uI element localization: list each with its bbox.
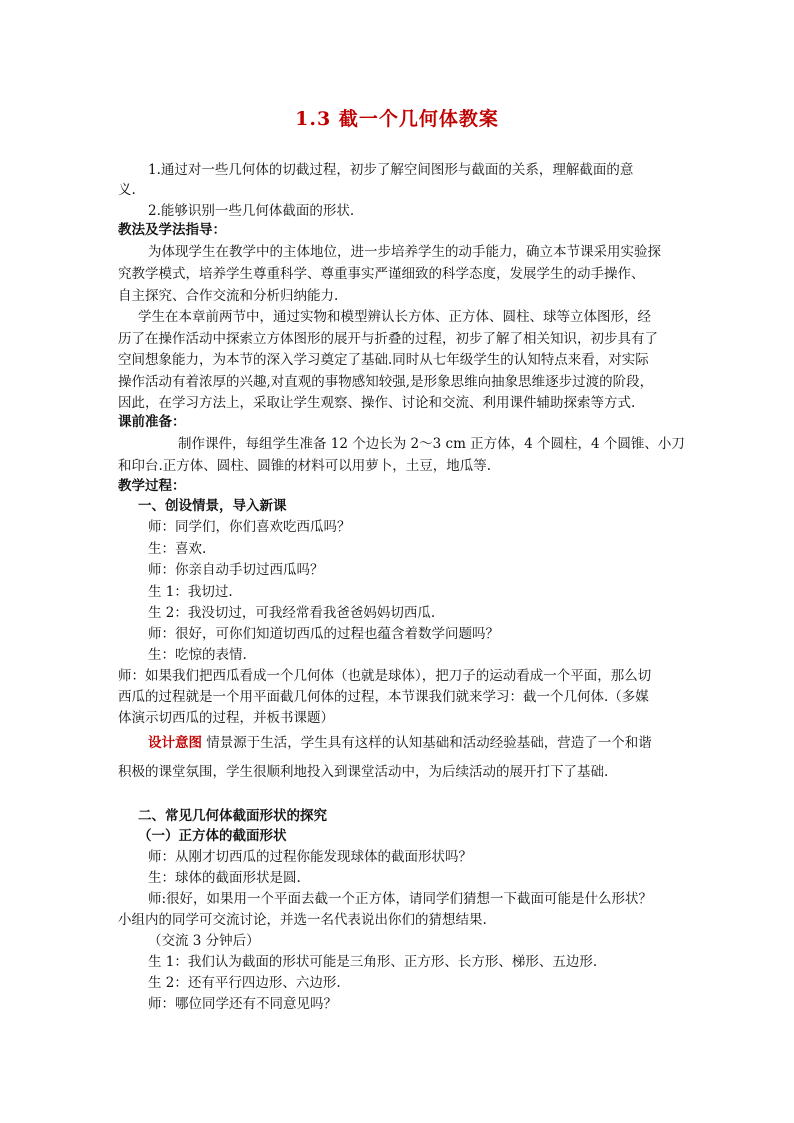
paragraph-line: 究教学模式，培养学生尊重科学、尊重事实严谨细致的科学态度，发展学生的动手操作、	[118, 266, 645, 282]
dialog-line: 生：吃惊的表情.	[148, 647, 247, 663]
dialog-line: 生：喜欢.	[148, 541, 207, 557]
subsection-heading: 二、常见几何体截面形状的探究	[138, 808, 327, 824]
design-intent-text: 情景源于生活，学生具有这样的认知基础和活动经验基础，营造了一个和谐	[202, 735, 652, 751]
dialog-line: 小组内的同学可交流讨论，并选一名代表说出你们的猜想结果.	[118, 912, 487, 928]
design-intent-label: 设计意图	[148, 735, 202, 751]
dialog-line: 师：哪位同学还有不同意见吗？	[148, 996, 337, 1012]
subsection-heading: 一、创设情景，导入新课	[138, 498, 287, 514]
section-heading: 教学过程：	[118, 478, 186, 494]
note-line: （交流 3 分钟后）	[148, 933, 260, 949]
paragraph-line: 空间想象能力，为本节的深入学习奠定了基础.同时从七年级学生的认知特点来看，对实际	[118, 352, 649, 368]
dialog-line: 生 1：我们认为截面的形状可能是三角形、正方形、长方形、梯形、五边形.	[148, 954, 598, 970]
document-title: 1.3 截一个几何体教案	[295, 108, 499, 130]
paragraph-line: 西瓜的过程就是一个用平面截几何体的过程，本节课我们就来学习：截一个几何体.（多媒	[118, 689, 649, 705]
design-intent-line	[148, 733, 652, 753]
goal-line: 1.通过对一些几何体的切截过程，初步了解空间图形与截面的关系，理解截面的意	[148, 162, 634, 178]
dialog-line: 生 2：我没切过，可我经常看我爸爸妈妈切西瓜.	[148, 605, 436, 621]
dialog-line: 师:很好，如果用一个平面去截一个正方体，请同学们猜想一下截面可能是什么形状？	[148, 891, 653, 907]
paragraph-line: 历了在操作活动中探索立方体图形的展开与折叠的过程，初步了解了相关知识，初步具有了	[118, 331, 658, 347]
paragraph-line: 为体现学生在教学中的主体地位，进一步培养学生的动手能力，确立本节课采用实验探	[148, 244, 661, 260]
paragraph-line: 积极的课堂氛围，学生很顺利地投入到课堂活动中，为后续活动的展开打下了基础.	[118, 764, 609, 780]
dialog-line: 师：同学们，你们喜欢吃西瓜吗？	[148, 519, 351, 535]
paragraph-line: 操作活动有着浓厚的兴趣,对直观的事物感知较强,是形象思维向抽象思维逐步过渡的阶段，	[118, 374, 654, 390]
paragraph-line: 因此，在学习方法上，采取让学生观察、操作、讨论和交流、利用课件辅助探索等方式.	[118, 395, 636, 411]
paragraph-line: 体演示切西瓜的过程，并板书课题）	[118, 710, 334, 726]
dialog-line: 生：球体的截面形状是圆.	[148, 870, 301, 886]
dialog-line: 师：你亲自动手切过西瓜吗？	[148, 562, 324, 578]
section-heading: 课前准备：	[118, 414, 186, 430]
dialog-line: 师：很好，可你们知道切西瓜的过程也蕴含着数学问题吗？	[148, 626, 499, 642]
dialog-line: 师：从刚才切西瓜的过程你能发现球体的截面形状吗？	[148, 849, 472, 865]
dialog-line: 生 1：我切过.	[148, 584, 233, 600]
paragraph-line: 和印台.正方体、圆柱、圆锥的材料可以用萝卜，土豆，地瓜等.	[118, 458, 492, 474]
dialog-line: 生 2：还有平行四边形、六边形.	[148, 975, 341, 991]
goal-line: 2.能够识别一些几何体截面的形状.	[148, 203, 355, 219]
section-heading: 教法及学法指导：	[118, 222, 226, 238]
paragraph-line: 自主探究、合作交流和分析归纳能力.	[118, 288, 339, 304]
subsection-heading: （一）正方体的截面形状	[138, 828, 287, 844]
paragraph-line: 制作课件，每组学生准备 12 个边长为 2～3 cm 正方体，4 个圆柱，4 个圆锥、小刀	[178, 436, 685, 452]
paragraph-line: 师：如果我们把西瓜看成一个几何体（也就是球体），把刀子的运动看成一个平面，那么切	[118, 668, 652, 684]
paragraph-line: 学生在本章前两节中，通过实物和模型辨认长方体、正方体、圆柱、球等立体图形，经	[138, 309, 651, 325]
goal-line: 义.	[118, 182, 136, 198]
